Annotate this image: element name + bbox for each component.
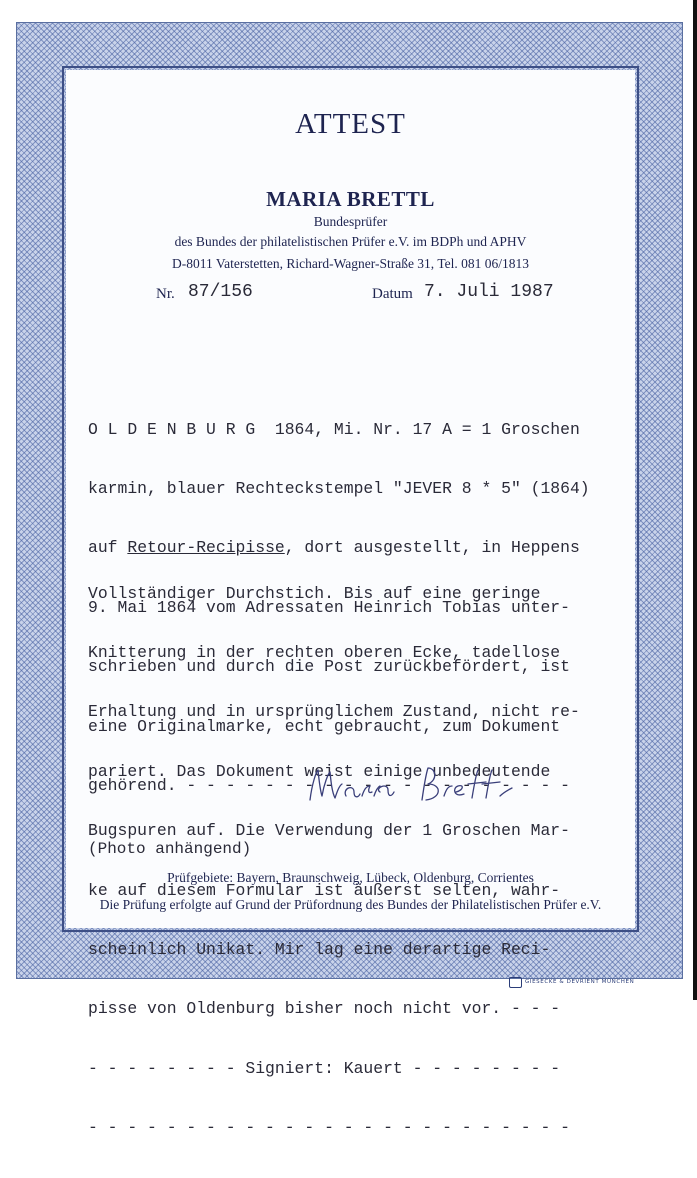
text-line: schrieben und durch die Post zurückbefördert, ist: [88, 657, 570, 677]
text-line: Vollständiger Durchstich. Bis auf eine geringe: [88, 583, 541, 603]
certificate-title: ATTEST: [295, 108, 406, 140]
examination-basis-note: Die Prüfung erfolgte auf Grund der Prüfordnung des Bundes der Philatelistischen Prüfer e.V.: [99, 897, 602, 912]
datum-label: Datum: [372, 286, 413, 302]
text-line: Erhaltung und in ursprünglichem Zustand, nicht re-: [88, 702, 580, 722]
printer-name: GIESECKE & DEVRIENT MÜNCHEN: [525, 979, 635, 985]
text-line: auf Retour-Recipisse, dort ausgestellt, in Heppens: [88, 538, 580, 558]
certificate-number: 87/156: [188, 282, 253, 302]
text-line: scheinlich Unikat. Mir lag eine derartige Reci-: [88, 939, 551, 959]
text-line: karmin, blauer Rechteckstempel "JEVER 8 * 5" (1864): [88, 478, 590, 498]
examiner-address: D-8011 Vaterstetten, Richard-Wagner-Straße 31, Tel. 081 06/1813: [172, 256, 529, 271]
scan-edge: [693, 0, 697, 1000]
text-line: gehörend. - - - - - - - - - - - - - - - - - - - -: [88, 775, 570, 795]
examination-fields: Prüfgebiete: Bayern, Braunschweig, Lübeck, Oldenburg, Corrientes: [167, 870, 534, 885]
certificate-date: 7. Juli 1987: [424, 282, 554, 302]
underlined-term: Retour-Recipisse: [127, 538, 285, 558]
text-line: - - - - - - - - Signiert: Kauert - - - - - - - -: [88, 1058, 561, 1078]
examiner-role: Bundesprüfer: [313, 214, 388, 229]
printer-logo: [509, 977, 522, 988]
nr-label: Nr.: [156, 286, 175, 302]
printer-mark: [509, 976, 634, 988]
text-line: Bugspuren auf. Die Verwendung der 1 Groschen Mar-: [88, 821, 570, 841]
text-line: - - - - - - - - - - - - - - - - - - - - - - - - -: [88, 1118, 570, 1138]
condition-description: [88, 544, 628, 1178]
handwritten-signature: [302, 756, 552, 812]
text-line: eine Originalmarke, echt gebraucht, zum Dokument: [88, 716, 561, 736]
association-line: des Bundes der philatelistischen Prüfer e.V. im BDPh und APHV: [174, 234, 527, 249]
text-line: pisse von Oldenburg bisher noch nicht vor. - - -: [88, 999, 561, 1019]
text-line: O L D E N B U R G 1864, Mi. Nr. 17 A = 1 Groschen: [88, 419, 580, 439]
photo-note: (Photo anhängend): [88, 840, 252, 858]
text-line: Knitterung in der rechten oberen Ecke, tadellose: [88, 642, 561, 662]
examiner-name: MARIA BRETTL: [266, 187, 435, 211]
text-line: 9. Mai 1864 vom Adressaten Heinrich Tobias unter-: [88, 597, 570, 617]
text-line: pariert. Das Dokument weist einige unbedeutende: [88, 761, 551, 781]
text-line: ke auf diesem Formular ist äußerst selten, wahr-: [88, 880, 561, 900]
